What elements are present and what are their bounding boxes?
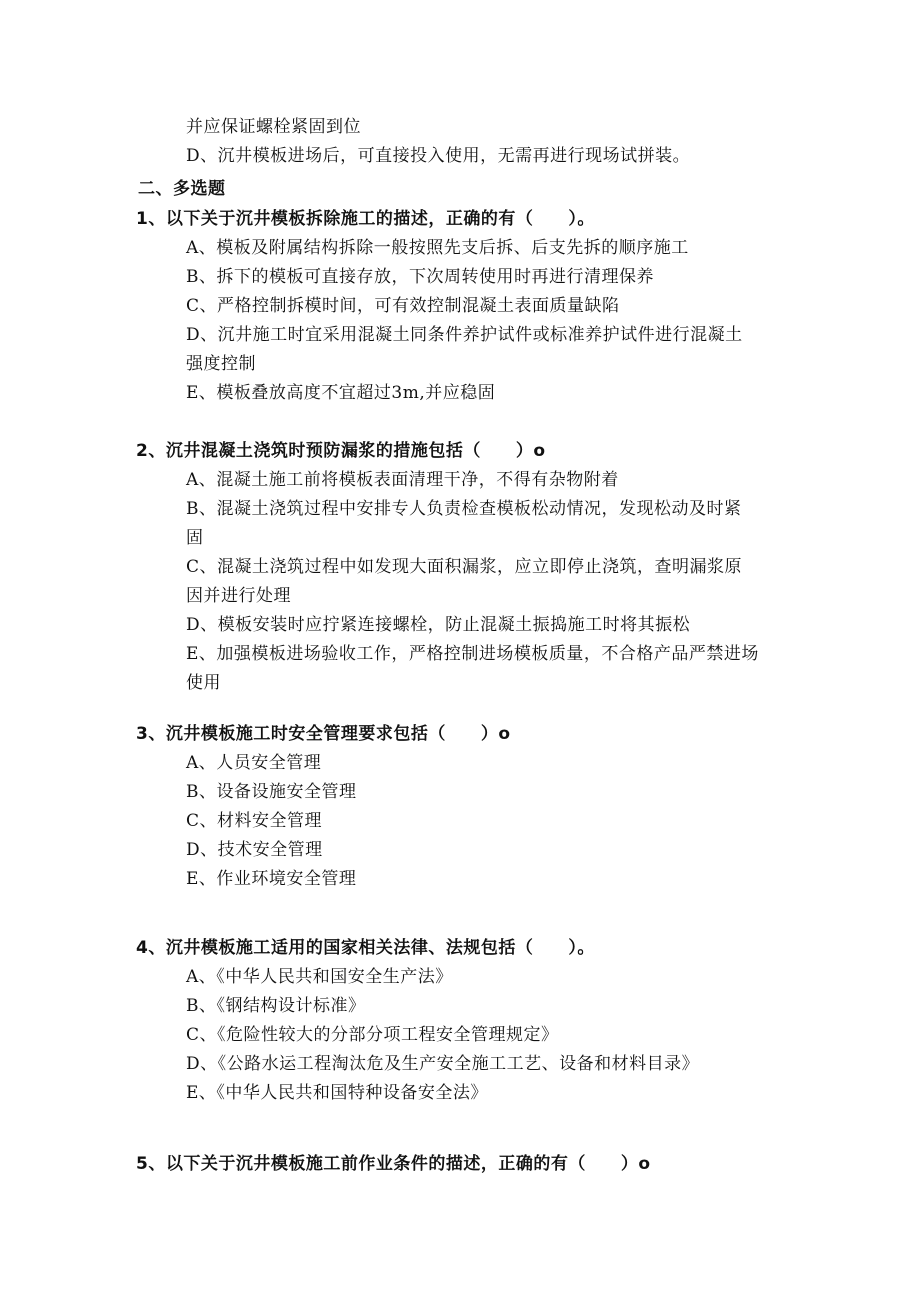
question-1-option-c: C、严格控制拆模时间，可有效控制混凝土表面质量缺陷: [186, 296, 620, 316]
prev-question-continuation: 并应保证螺栓紧固到位: [186, 117, 361, 137]
question-2-option-a: A、混凝土施工前将模板表面清理干净，不得有杂物附着: [186, 470, 619, 490]
question-2-option-e-continuation: 使用: [186, 673, 221, 693]
question-2-option-b-continuation: 固: [186, 528, 204, 548]
question-3-option-b: B、设备设施安全管理: [186, 782, 357, 802]
question-4-option-e: E、《中华人民共和国特种设备安全法》: [186, 1083, 488, 1103]
prev-question-option-d: D、沉井模板进场后，可直接投入使用，无需再进行现场试拼装。: [186, 146, 691, 166]
question-4-option-b: B、《钢结构设计标准》: [186, 996, 366, 1016]
question-1-stem: 1、以下关于沉井模板拆除施工的描述，正确的有（ ）。: [136, 209, 595, 229]
question-1-option-d: D、沉井施工时宜采用混凝土同条件养护试件或标准养护试件进行混凝土: [186, 325, 743, 345]
question-4-option-d: D、《公路水运工程淘汰危及生产安全施工工艺、设备和材料目录》: [186, 1054, 700, 1074]
question-1-option-a: A、模板及附属结构拆除一般按照先支后拆、后支先拆的顺序施工: [186, 238, 689, 258]
question-1-option-e: E、模板叠放高度不宜超过3m,并应稳固: [186, 383, 496, 403]
question-2-stem: 2、沉井混凝土浇筑时预防漏浆的措施包括（ ）o: [136, 441, 546, 461]
question-2-option-c-continuation: 因并进行处理: [186, 586, 291, 606]
question-5-stem: 5、以下关于沉井模板施工前作业条件的描述，正确的有（ ）o: [136, 1154, 651, 1174]
question-2-option-d: D、模板安装时应拧紧连接螺栓，防止混凝土振捣施工时将其振松: [186, 615, 691, 635]
question-3-stem: 3、沉井模板施工时安全管理要求包括（ ）o: [136, 724, 511, 744]
question-3-option-e: E、作业环境安全管理: [186, 869, 357, 889]
question-2-option-e: E、加强模板进场验收工作，严格控制进场模板质量，不合格产品严禁进场: [186, 644, 759, 664]
question-3-option-d: D、技术安全管理: [186, 840, 323, 860]
question-1-option-d-continuation: 强度控制: [186, 354, 256, 374]
question-4-option-a: A、《中华人民共和国安全生产法》: [186, 967, 453, 987]
question-4-stem: 4、沉井模板施工适用的国家相关法律、法规包括（ ）。: [136, 938, 595, 958]
question-3-option-a: A、人员安全管理: [186, 753, 322, 773]
question-2-option-b: B、混凝土浇筑过程中安排专人负责检查模板松动情况，发现松动及时紧: [186, 499, 742, 519]
question-2-option-c: C、混凝土浇筑过程中如发现大面积漏浆，应立即停止浇筑，查明漏浆原: [186, 557, 743, 577]
question-4-option-c: C、《危险性较大的分部分项工程安全管理规定》: [186, 1025, 559, 1045]
question-1-option-b: B、拆下的模板可直接存放，下次周转使用时再进行清理保养: [186, 267, 654, 287]
question-3-option-c: C、材料安全管理: [186, 811, 323, 831]
section-title: 二、多选题: [138, 179, 226, 199]
